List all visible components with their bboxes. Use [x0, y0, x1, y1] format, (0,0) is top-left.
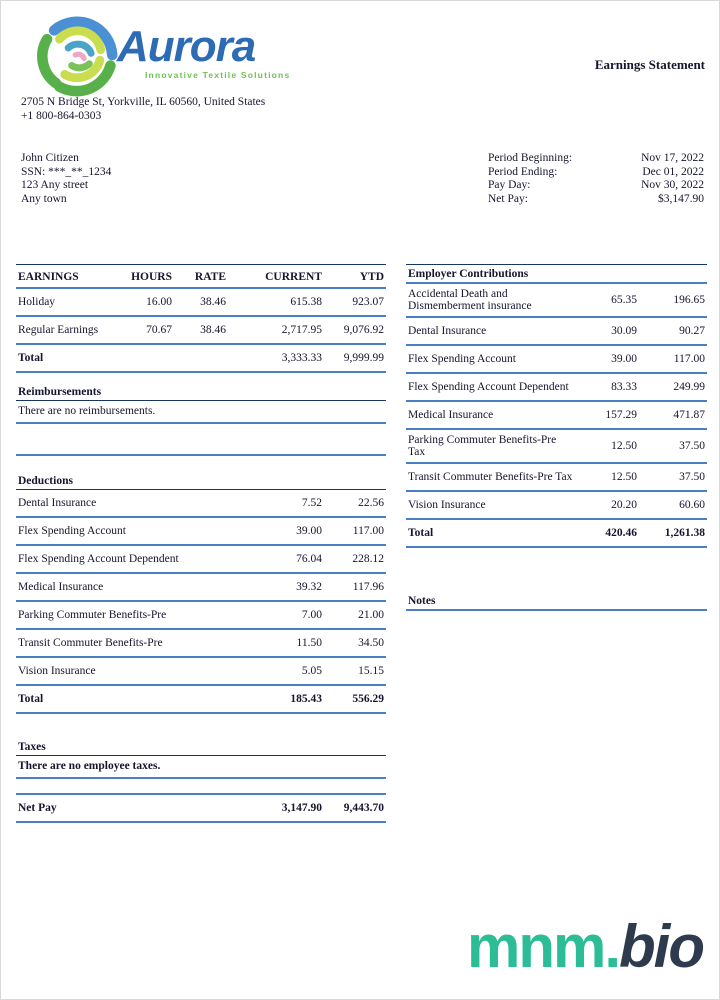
right-column	[406, 264, 707, 611]
company-address: 2705 N Bridge St, Yorkville, IL 60560, United States	[21, 96, 266, 108]
deduction-row	[16, 490, 386, 518]
contribution-current: 20.20	[611, 499, 637, 511]
earnings-header-ytd: YTD	[359, 270, 384, 283]
employer-contributions-heading: Employer Contributions	[406, 264, 707, 284]
contribution-ytd: 37.50	[679, 440, 705, 452]
aurora-swirl-icon	[31, 11, 123, 99]
contribution-row	[406, 464, 707, 492]
contribution-label: Medical Insurance	[408, 409, 494, 421]
earnings-rows	[16, 289, 386, 373]
period-block	[488, 152, 704, 206]
earnings-row	[16, 317, 386, 345]
period-value: Nov 30, 2022	[641, 179, 704, 191]
taxes-empty-text: There are no employee taxes.	[16, 756, 386, 779]
employee-ssn: SSN: ***_**_1234	[21, 165, 112, 178]
deduction-current: 5.05	[301, 665, 322, 677]
earnings-total-current: 3,333.33	[281, 352, 322, 364]
earnings-header-hours: HOURS	[131, 270, 172, 283]
deduction-row	[16, 630, 386, 658]
contribution-label: Flex Spending Account	[408, 353, 516, 365]
employee-street: 123 Any street	[21, 179, 89, 191]
contribution-row	[406, 430, 707, 464]
contribution-current: 65.35	[611, 294, 637, 306]
deduction-label: Parking Commuter Benefits-Pre	[18, 609, 167, 621]
mnm-logo-dot: .	[604, 913, 620, 980]
earnings-current: 2,717.95	[281, 324, 322, 336]
period-label: Pay Day:	[488, 179, 531, 191]
earnings-rate: 38.46	[200, 324, 226, 336]
deductions-total-ytd: 556.29	[352, 693, 384, 705]
contribution-current: 157.29	[605, 409, 637, 421]
contributions-total-label: Total	[408, 527, 434, 539]
contribution-row	[406, 402, 707, 430]
contribution-label: Transit Commuter Benefits-Pre Tax	[408, 471, 573, 483]
contribution-label: Dental Insurance	[408, 325, 487, 337]
deduction-label: Flex Spending Account Dependent	[18, 553, 179, 565]
earnings-header-label: EARNINGS	[18, 270, 79, 283]
deduction-label: Vision Insurance	[18, 665, 96, 677]
mnm-bio-logo	[466, 913, 703, 980]
deduction-row	[16, 518, 386, 546]
deduction-ytd: 228.12	[352, 553, 384, 565]
earnings-ytd: 923.07	[352, 296, 384, 308]
contribution-ytd: 471.87	[673, 409, 705, 421]
net-pay-ytd: 9,443.70	[343, 802, 384, 814]
brand-tagline: Innovative Textile Solutions	[145, 70, 291, 80]
aurora-logo	[31, 11, 290, 99]
contribution-row	[406, 284, 707, 318]
period-label: Period Beginning:	[488, 152, 573, 164]
period-value: Nov 17, 2022	[641, 152, 704, 164]
period-label: Net Pay:	[488, 192, 528, 205]
contribution-current: 12.50	[611, 471, 637, 483]
contribution-ytd: 196.65	[673, 294, 705, 306]
mnm-logo-primary: mnm	[466, 913, 605, 980]
document-title: Earnings Statement	[594, 57, 705, 72]
earnings-label: Regular Earnings	[18, 324, 99, 336]
earnings-header-row	[16, 265, 386, 289]
deduction-current: 39.00	[296, 525, 322, 537]
earnings-current: 615.38	[290, 296, 322, 308]
mnm-logo-secondary: bio	[619, 913, 703, 980]
period-row	[488, 166, 704, 180]
deductions-total-current: 185.43	[290, 693, 322, 705]
earnings-label: Holiday	[18, 296, 56, 308]
deduction-row	[16, 658, 386, 686]
left-column	[16, 264, 386, 823]
deduction-row	[16, 574, 386, 602]
contribution-ytd: 249.99	[673, 381, 705, 393]
contribution-current: 83.33	[611, 381, 637, 393]
deductions-total-row	[16, 686, 386, 714]
deduction-label: Dental Insurance	[18, 497, 97, 509]
period-value: $3,147.90	[658, 192, 704, 205]
earnings-rate: 38.46	[200, 296, 226, 308]
net-pay-row	[16, 795, 386, 823]
deductions-total-label: Total	[18, 693, 44, 705]
contribution-label: Vision Insurance	[408, 499, 486, 511]
period-row	[488, 179, 704, 193]
taxes-heading: Taxes	[16, 738, 386, 756]
earnings-hours: 16.00	[146, 296, 172, 308]
earnings-table	[16, 264, 386, 373]
earnings-total-label: Total	[18, 352, 44, 364]
notes-heading: Notes	[406, 592, 707, 611]
deduction-label: Transit Commuter Benefits-Pre	[18, 637, 163, 649]
deduction-current: 39.32	[296, 581, 322, 593]
contribution-row	[406, 492, 707, 520]
deductions-rows	[16, 490, 386, 714]
deduction-current: 7.00	[301, 609, 322, 621]
earnings-header-current: CURRENT	[265, 270, 322, 283]
employee-town: Any town	[21, 192, 67, 205]
contributions-total-current: 420.46	[605, 527, 637, 539]
deduction-ytd: 15.15	[358, 665, 384, 677]
net-pay-current: 3,147.90	[281, 802, 322, 814]
period-row	[488, 193, 704, 207]
contribution-current: 12.50	[611, 440, 637, 452]
deduction-row	[16, 546, 386, 574]
contributions-total-row	[406, 520, 707, 548]
section-divider	[16, 454, 386, 456]
contributions-total-ytd: 1,261.38	[664, 527, 705, 539]
period-label: Period Ending:	[488, 165, 558, 178]
earnings-row	[16, 289, 386, 317]
deduction-ytd: 21.00	[358, 609, 384, 621]
earnings-header-rate: RATE	[194, 270, 226, 283]
employee-name: John Citizen	[21, 152, 79, 164]
employer-contributions-rows	[406, 284, 707, 548]
deduction-ytd: 117.96	[352, 581, 384, 593]
contribution-row	[406, 346, 707, 374]
contribution-label: Accidental Death and Dismemberment insurance	[408, 288, 532, 312]
period-row	[488, 152, 704, 166]
deduction-current: 7.52	[301, 497, 322, 509]
deduction-ytd: 117.00	[352, 525, 384, 537]
net-pay-label: Net Pay	[18, 802, 57, 814]
contribution-ytd: 60.60	[679, 499, 705, 511]
contribution-row	[406, 318, 707, 346]
contribution-row	[406, 374, 707, 402]
earnings-total-ytd: 9,999.99	[343, 352, 384, 364]
deductions-heading: Deductions	[16, 472, 386, 490]
contribution-ytd: 117.00	[673, 353, 705, 365]
period-value: Dec 01, 2022	[642, 165, 704, 178]
deduction-ytd: 34.50	[358, 637, 384, 649]
net-pay-row-wrap	[16, 795, 386, 823]
contribution-current: 39.00	[611, 353, 637, 365]
brand-wordmark: Aurora	[117, 22, 256, 71]
employee-block	[21, 152, 111, 206]
earnings-ytd: 9,076.92	[343, 324, 384, 336]
deduction-current: 76.04	[296, 553, 322, 565]
reimbursements-empty-text: There are no reimbursements.	[16, 401, 386, 424]
contribution-label: Parking Commuter Benefits-Pre Tax	[408, 434, 557, 458]
deduction-row	[16, 602, 386, 630]
contribution-label: Flex Spending Account Dependent	[408, 381, 569, 393]
deduction-label: Medical Insurance	[18, 581, 104, 593]
deduction-ytd: 22.56	[358, 497, 384, 509]
contribution-ytd: 37.50	[679, 471, 705, 483]
company-phone: +1 800-864-0303	[21, 110, 102, 122]
deduction-current: 11.50	[296, 637, 322, 649]
contribution-current: 30.09	[611, 325, 637, 337]
contribution-ytd: 90.27	[679, 325, 705, 337]
earnings-hours: 70.67	[146, 324, 172, 336]
deduction-label: Flex Spending Account	[18, 525, 126, 537]
reimbursements-heading: Reimbursements	[16, 383, 386, 401]
earnings-total-row	[16, 345, 386, 373]
